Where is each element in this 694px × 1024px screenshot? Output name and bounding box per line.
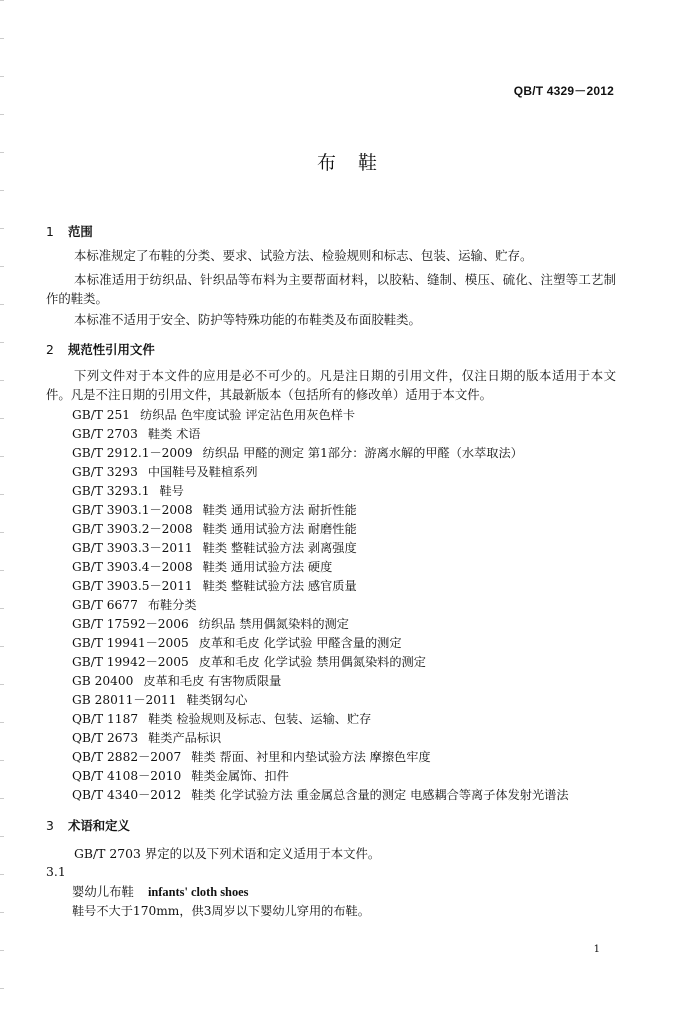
reference-code: GB/T 3903.3－2011 <box>72 541 193 555</box>
reference-title: 鞋类钢勾心 <box>186 693 248 707</box>
reference-item <box>72 558 332 575</box>
reference-title: 纺织品 甲醛的测定 第1部分：游离水解的甲醛（水萃取法） <box>202 446 523 460</box>
reference-code: GB/T 19941－2005 <box>72 636 189 650</box>
reference-title: 皮革和毛皮 化学试验 禁用偶氮染料的测定 <box>198 655 426 669</box>
reference-title: 鞋号 <box>159 484 184 498</box>
reference-code: GB/T 2912.1－2009 <box>72 446 193 460</box>
reference-item <box>72 786 569 803</box>
reference-code: QB/T 4108－2010 <box>72 769 182 783</box>
reference-title: 皮革和毛皮 有害物质限量 <box>143 674 282 688</box>
document-title: 布鞋 <box>316 152 399 174</box>
reference-code: GB/T 3293.1 <box>72 484 150 498</box>
reference-code: QB/T 4340－2012 <box>72 788 182 802</box>
reference-title: 鞋类 整鞋试验方法 剥离强度 <box>202 541 357 555</box>
term-number: 3.1 <box>46 864 66 879</box>
reference-code: GB/T 3903.5－2011 <box>72 579 193 593</box>
reference-code: GB/T 3903.1－2008 <box>72 503 193 517</box>
reference-code: GB/T 17592－2006 <box>72 617 189 631</box>
reference-title: 鞋类 通用试验方法 耐折性能 <box>202 503 357 517</box>
section-number: 2 <box>46 342 54 357</box>
section-3-heading <box>46 816 130 834</box>
term-title <box>72 882 248 900</box>
reference-item <box>72 520 357 537</box>
section-number: 3 <box>46 818 54 833</box>
reference-item <box>72 577 357 594</box>
reference-title: 纺织品 禁用偶氮染料的测定 <box>198 617 349 631</box>
reference-title: 鞋类 化学试验方法 重金属总含量的测定 电感耦合等离子体发射光谱法 <box>191 788 569 802</box>
reference-title: 中国鞋号及鞋楦系列 <box>147 465 258 479</box>
page-number: 1 <box>593 944 600 955</box>
reference-code: QB/T 1187 <box>72 712 139 726</box>
section-1-heading <box>46 222 93 240</box>
reference-code: QB/T 2882－2007 <box>72 750 182 764</box>
reference-code: GB/T 3903.2－2008 <box>72 522 193 536</box>
reference-code: GB 28011－2011 <box>72 693 177 707</box>
reference-item <box>72 672 281 689</box>
scope-paragraph-1: 本标准规定了布鞋的分类、要求、试验方法、检验规则和标志、包装、运输、贮存。 <box>74 248 533 263</box>
terms-intro: GB/T 2703 界定的以及下列术语和定义适用于本文件。 <box>74 846 381 861</box>
reference-title: 鞋类 整鞋试验方法 感官质量 <box>202 579 357 593</box>
reference-item <box>72 596 197 613</box>
reference-item <box>72 634 402 651</box>
reference-code: GB/T 3903.4－2008 <box>72 560 193 574</box>
reference-item <box>72 539 357 556</box>
reference-item <box>72 463 258 480</box>
term-english: infants' cloth shoes <box>147 885 249 899</box>
term-definition: 鞋号不大于170mm，供3周岁以下婴幼儿穿用的布鞋。 <box>72 904 370 918</box>
reference-code: GB/T 2703 <box>72 427 138 441</box>
reference-item <box>72 425 200 442</box>
reference-code: GB/T 19942－2005 <box>72 655 189 669</box>
reference-title: 鞋类 检验规则及标志、包装、运输、贮存 <box>148 712 372 726</box>
reference-code: GB/T 3293 <box>72 465 138 479</box>
reference-item <box>72 615 349 632</box>
term-chinese: 婴幼儿布鞋 <box>72 884 134 899</box>
reference-item <box>72 691 247 708</box>
reference-code: GB/T 6677 <box>72 598 138 612</box>
reference-item <box>72 482 184 499</box>
reference-item <box>72 406 355 423</box>
reference-item <box>72 729 221 746</box>
reference-title: 鞋类 术语 <box>147 427 201 441</box>
section-number: 1 <box>46 224 54 239</box>
reference-item <box>72 501 357 518</box>
reference-item <box>72 444 523 461</box>
reference-title: 皮革和毛皮 化学试验 甲醛含量的测定 <box>198 636 402 650</box>
section-title: 范围 <box>68 224 93 239</box>
reference-title: 鞋类 通用试验方法 耐磨性能 <box>202 522 357 536</box>
scope-paragraph-3: 本标准不适用于安全、防护等特殊功能的布鞋类及布面胶鞋类。 <box>74 312 421 327</box>
reference-code: QB/T 2673 <box>72 731 139 745</box>
reference-title: 纺织品 色牢度试验 评定沾色用灰色样卡 <box>140 408 356 422</box>
reference-title: 布鞋分类 <box>147 598 197 612</box>
scope-paragraph-2: 本标准适用于纺织品、针织品等布料为主要帮面材料，以胶粘、缝制、模压、硫化、注塑等工艺制作的鞋类。 <box>46 272 616 306</box>
reference-code: GB 20400 <box>72 674 134 688</box>
section-title: 规范性引用文件 <box>68 342 155 357</box>
reference-code: GB/T 251 <box>72 408 131 422</box>
reference-item <box>72 710 371 727</box>
reference-item <box>72 748 431 765</box>
reference-title: 鞋类 通用试验方法 硬度 <box>202 560 333 574</box>
section-title: 术语和定义 <box>68 818 130 833</box>
reference-item <box>72 653 426 670</box>
section-2-heading <box>46 340 155 358</box>
reference-title: 鞋类 帮面、衬里和内垫试验方法 摩擦色牢度 <box>191 750 431 764</box>
references-intro: 下列文件对于本文件的应用是必不可少的。凡是注日期的引用文件，仅注日期的版本适用于本文件。凡是不注日期的引用文件，其最新版本（包括所有的修改单）适用于本文件。 <box>46 368 616 402</box>
reference-title: 鞋类金属饰、扣件 <box>191 769 289 783</box>
reference-title: 鞋类产品标识 <box>148 731 222 745</box>
reference-item <box>72 767 289 784</box>
standard-code: QB/T 4329－2012 <box>513 84 614 98</box>
